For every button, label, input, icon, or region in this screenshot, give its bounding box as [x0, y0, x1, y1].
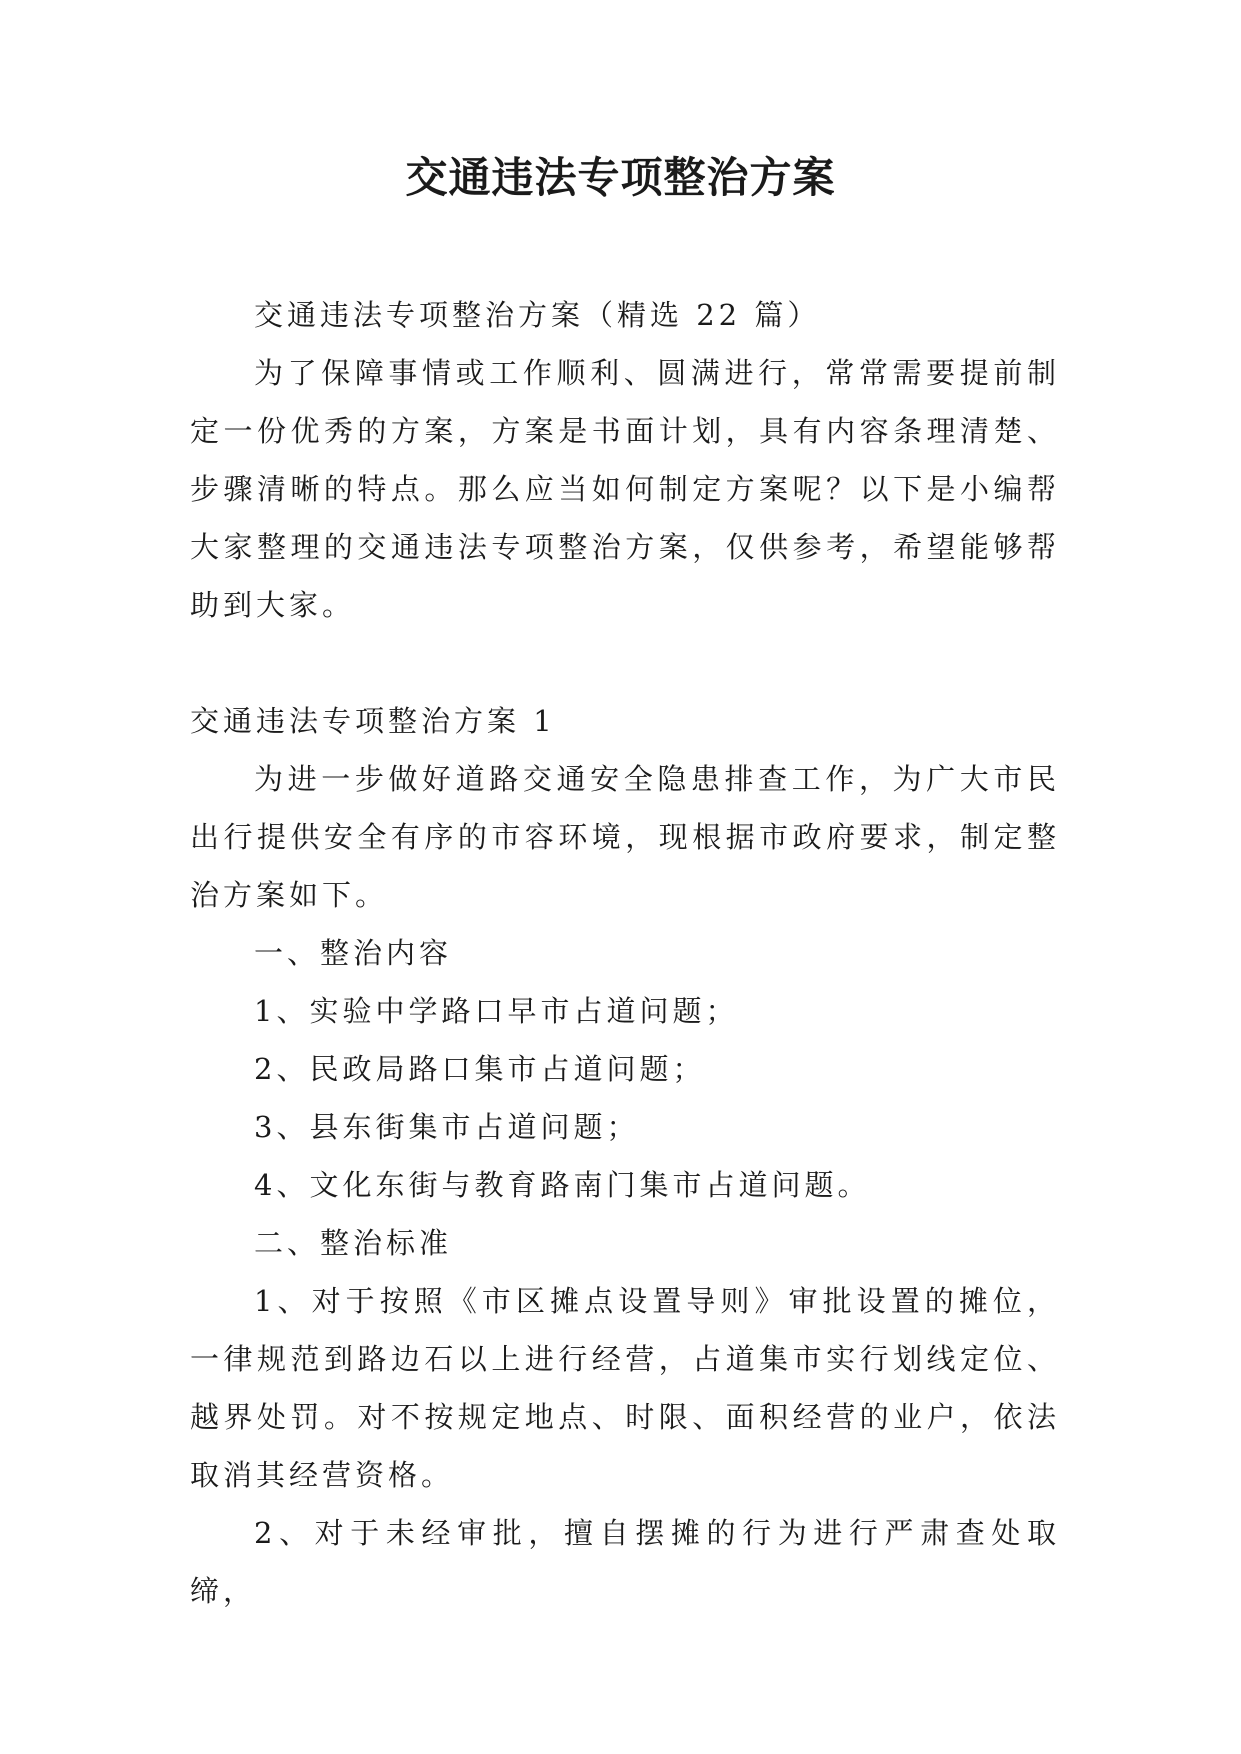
document-subtitle: 交通违法专项整治方案（精选 22 篇） [254, 298, 821, 332]
part-1-heading: 一、整治内容 [254, 936, 453, 970]
intro-paragraph: 为了保障事情或工作顺利、圆满进行，常常需要提前制定一份优秀的方案，方案是书面计划，具有内容条理清楚、步骤清晰的特点。那么应当如何制定方案呢？以下是小编帮大家整理的交通违法专项整治方案，仅供参考，希望能够帮助到大家。 [190, 356, 1060, 622]
section-heading: 交通违法专项整治方案 1 [190, 704, 556, 738]
part-2-item: 2、对于未经审批，擅自摆摊的行为进行严肃查处取缔， [190, 1516, 1060, 1608]
part-1-item: 2、民政局路口集市占道问题； [254, 1052, 706, 1086]
part-1-item: 3、县东街集市占道问题； [254, 1110, 640, 1144]
document-title: 交通违法专项整治方案 [405, 153, 836, 202]
part-2-item: 1、对于按照《市区摊点设置导则》审批设置的摊位，一律规范到路边石以上进行经营，占道集市实行划线定位、越界处罚。对不按规定地点、时限、面积经营的业户，依法取消其经营资格。 [190, 1284, 1060, 1492]
paragraph-gap [190, 634, 1060, 692]
section-intro-paragraph: 为进一步做好道路交通安全隐患排查工作，为广大市民出行提供安全有序的市容环境，现根据市政府要求，制定整治方案如下。 [190, 762, 1060, 912]
part-1-item: 4、文化东街与教育路南门集市占道问题。 [254, 1168, 871, 1202]
part-2-heading: 二、整治标准 [254, 1226, 453, 1260]
part-1-item: 1、实验中学路口早市占道问题； [254, 994, 739, 1028]
document-body [190, 286, 1060, 1620]
